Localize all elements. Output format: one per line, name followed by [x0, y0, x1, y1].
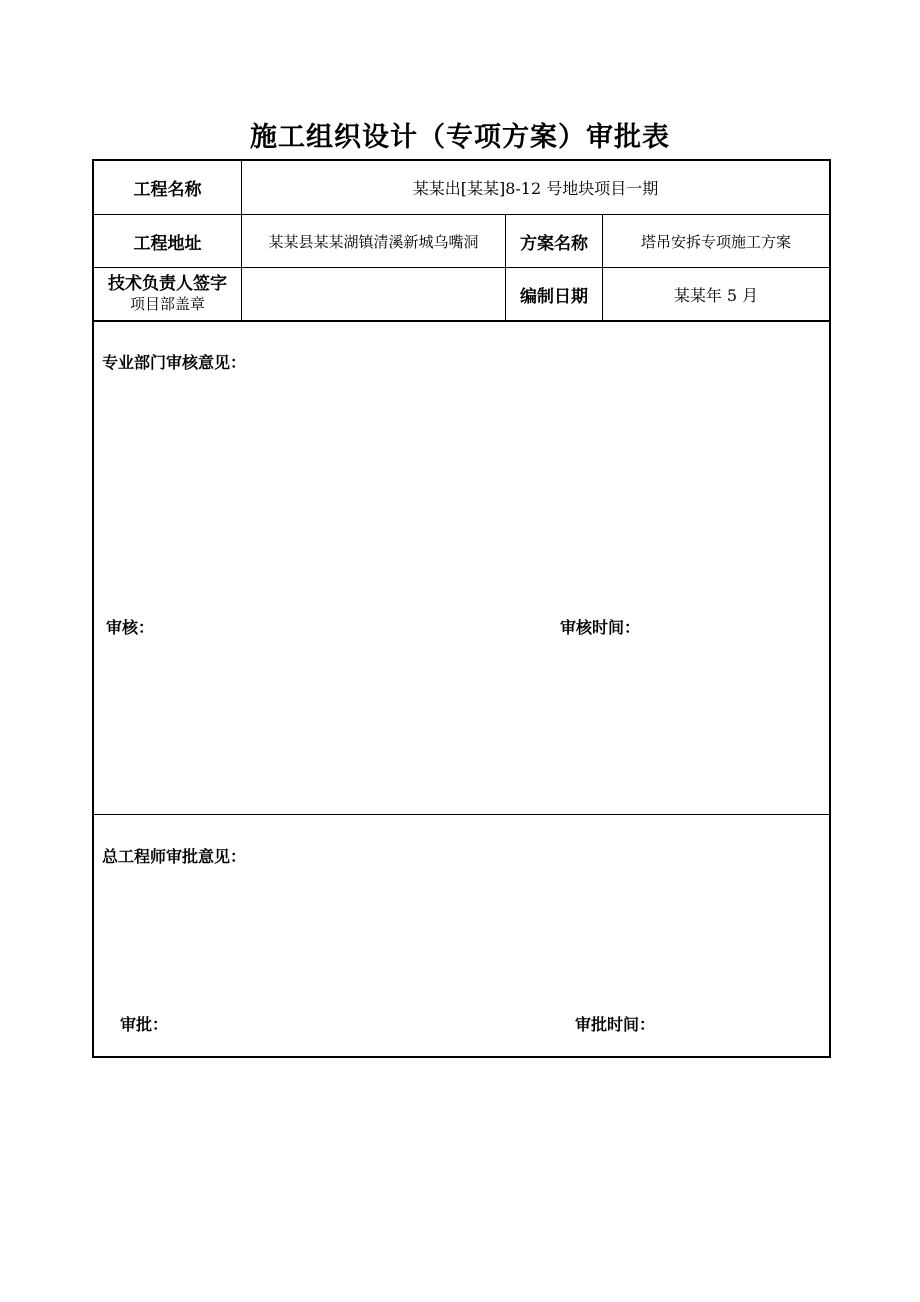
- plan-name-label: 方案名称: [520, 233, 588, 254]
- page-title: 施工组织设计（专项方案）审批表: [250, 122, 670, 153]
- chief-review-heading: 总工程师审批意见：: [102, 847, 247, 866]
- project-seal-label: 项目部盖章: [129, 295, 205, 313]
- chief-approval-time-label[interactable]: 审批时间：: [575, 1015, 656, 1034]
- dept-review-time-label[interactable]: 审核时间：: [560, 618, 641, 637]
- tech-lead-signature-field[interactable]: [242, 268, 505, 320]
- compile-date-value[interactable]: 某某年 5 月: [673, 285, 759, 305]
- tech-lead-label-cell: [94, 268, 241, 320]
- approval-form: [92, 159, 831, 1058]
- project-address-value[interactable]: 某某县某某湖镇清溪新城乌嘴洞: [268, 232, 479, 251]
- section-divider: [94, 814, 829, 815]
- project-address-label: 工程地址: [133, 233, 202, 254]
- chief-approver-label[interactable]: 审批：: [120, 1015, 169, 1034]
- tech-lead-label: 技术负责人签字: [108, 274, 227, 294]
- project-name-value[interactable]: 某某出[某某]8-12 号地块项目一期: [412, 179, 659, 198]
- project-name-label: 工程名称: [133, 180, 202, 200]
- section-divider: [94, 320, 829, 322]
- dept-reviewer-label[interactable]: 审核：: [106, 618, 155, 637]
- plan-name-value[interactable]: 塔吊安拆专项施工方案: [640, 232, 791, 251]
- dept-review-heading: 专业部门审核意见：: [102, 353, 247, 372]
- compile-date-label: 编制日期: [520, 286, 588, 307]
